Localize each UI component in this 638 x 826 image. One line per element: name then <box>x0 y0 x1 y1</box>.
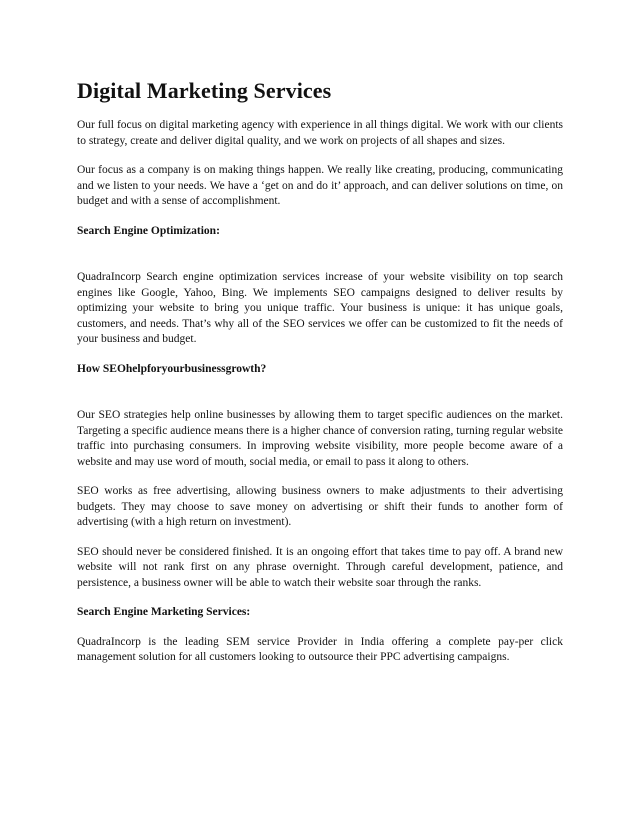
intro-paragraph-1: Our full focus on digital marketing agency with experience in all things digital. We work with our clients to strategy, create and deliver digital quality, and we work on projects of all shapes and sizes. <box>77 119 563 147</box>
section-heading-seo: Search Engine Optimization: <box>77 224 220 237</box>
sem-paragraph: QuadraIncorp is the leading SEM service Provider in India offering a complete pay-per click management solution for all customers looking to outsource their PPC advertising campaigns. <box>77 635 563 663</box>
document-page <box>77 78 563 680</box>
seo-growth-paragraph-3: SEO should never be considered finished. It is an ongoing effort that takes time to pay off. A brand new website will not rank first on any phrase overnight. Through careful development, patience, and persistence, a business owner will be able to watch their website soar through the ranks. <box>77 545 563 589</box>
intro-paragraph-2: Our focus as a company is on making things happen. We really like creating, producing, communicating and we listen to your needs. We have a ‘get on and do it’ approach, and can deliver solutions on time, on budget and with a sense of accomplishment. <box>77 164 563 207</box>
seo-growth-paragraph-2: SEO works as free advertising, allowing business owners to make adjustments to their advertising budgets. They may choose to save money on advertising or shift their funds to another form of advertising (with a high return on investment). <box>77 485 563 528</box>
section-heading-sem: Search Engine Marketing Services: <box>77 606 251 618</box>
document-title: Digital Marketing Services <box>77 78 332 103</box>
seo-paragraph: QuadraIncorp Search engine optimization services increase of your website visibility on top search engines like Google, Yahoo, Bing. We implements SEO campaigns designed to deliver results by optimizing your website to bring you unique traffic. Your business is unique: it has unique goals, customers, and needs. That’s why all of the SEO services we offer can be customized to fit the needs of your business and budget. <box>77 271 563 345</box>
section-heading-seo-growth: How SEOhelpforyourbusinessgrowth? <box>77 362 267 375</box>
seo-growth-paragraph-1: Our SEO strategies help online businesses by allowing them to target specific audiences on the market. Targeting a specific audience means there is a higher chance of conversion rating, turning regular website traffic into purchasing consumers. In improving website visibility, more people become aware of a website and may use word of mouth, social media, or email to pass it along to others. <box>77 409 563 468</box>
